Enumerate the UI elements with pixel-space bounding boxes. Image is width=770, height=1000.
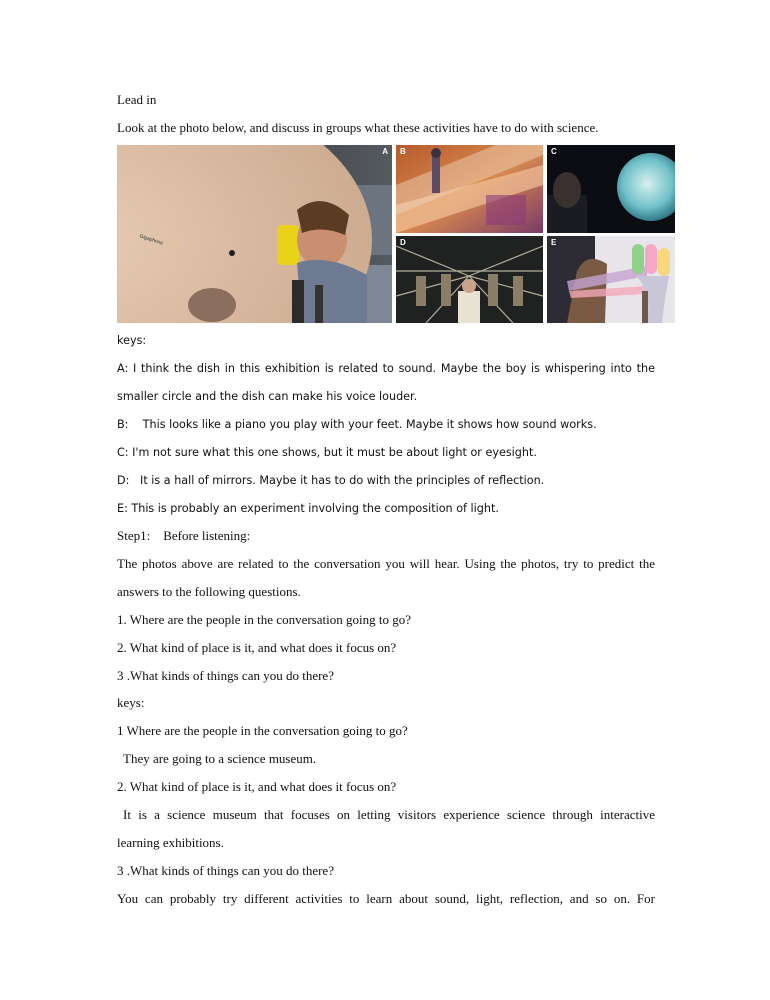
panel-letter-c: C bbox=[551, 147, 557, 156]
answer-1: They are going to a science museum. bbox=[123, 751, 317, 766]
activity-photo-collage bbox=[117, 145, 675, 323]
step1-heading: Step1: Before listening: bbox=[117, 528, 251, 543]
question-3: 3 .What kinds of things can you do there? bbox=[117, 668, 334, 683]
photo-panel-d bbox=[396, 236, 543, 323]
key-b: B: This looks like a piano you play with your feet. Maybe it shows how sound works. bbox=[117, 418, 597, 431]
keys-label-1: keys: bbox=[117, 334, 147, 347]
panel-a-sign-text: Gigaphone bbox=[138, 233, 164, 247]
answer-2-line-1: It is a science museum that focuses on letting visitors experience science through interactive bbox=[123, 807, 655, 822]
answer-key-question-1: 1 Where are the people in the conversation going to go? bbox=[117, 723, 408, 738]
key-a-line-1: A: I think the dish in this exhibition is related to sound. Maybe the boy is whispering into the bbox=[117, 362, 655, 375]
key-d: D: It is a hall of mirrors. Maybe it has to do with the principles of reflection. bbox=[117, 474, 545, 487]
step1-intro-line-2: answers to the following questions. bbox=[117, 584, 301, 599]
photo-panel-b bbox=[396, 145, 543, 233]
panel-letter-d: D bbox=[400, 238, 406, 247]
lead-in-instruction: Look at the photo below, and discuss in groups what these activities have to do with science. bbox=[117, 120, 599, 135]
question-1: 1. Where are the people in the conversation going to go? bbox=[117, 612, 411, 627]
photo-panel-e bbox=[547, 236, 675, 323]
panel-letter-a: A bbox=[382, 147, 388, 156]
answer-2-line-2: learning exhibitions. bbox=[117, 835, 224, 850]
keys-label-2: keys: bbox=[117, 695, 145, 710]
key-a-line-2: smaller circle and the dish can make his voice louder. bbox=[117, 390, 418, 403]
panel-letter-e: E bbox=[551, 238, 557, 247]
step1-intro-line-1: The photos above are related to the conversation you will hear. Using the photos, try to predict the bbox=[117, 556, 655, 571]
key-e: E: This is probably an experiment involving the composition of light. bbox=[117, 502, 499, 515]
lead-in-heading: Lead in bbox=[117, 92, 157, 107]
answer-key-question-2: 2. What kind of place is it, and what does it focus on? bbox=[117, 779, 397, 794]
question-2: 2. What kind of place is it, and what does it focus on? bbox=[117, 640, 397, 655]
panel-letter-b: B bbox=[400, 147, 406, 156]
photo-panel-a bbox=[117, 145, 392, 323]
answer-key-question-3: 3 .What kinds of things can you do there? bbox=[117, 863, 334, 878]
answer-3-line-1: You can probably try different activities to learn about sound, light, reflection, and so on. For bbox=[117, 891, 655, 906]
photo-panel-c bbox=[547, 145, 675, 233]
key-c: C: I'm not sure what this one shows, but it must be about light or eyesight. bbox=[117, 446, 537, 459]
